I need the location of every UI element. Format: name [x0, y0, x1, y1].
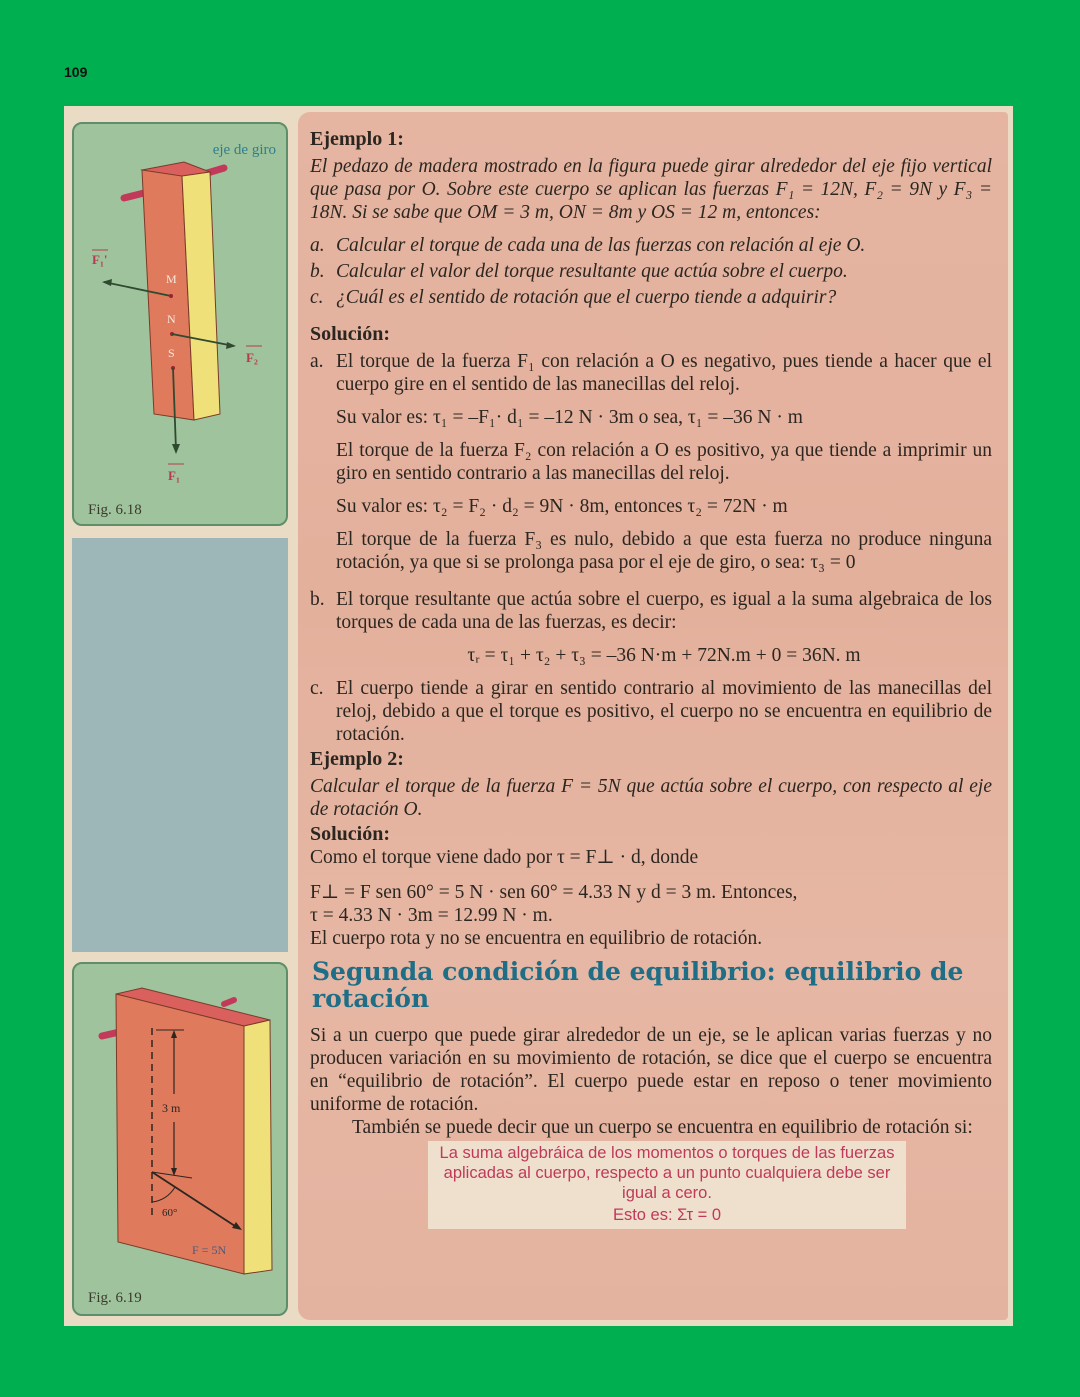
equilibrium-rule-text: La suma algebráica de los momentos o torques de las fuerzas aplicadas al cuerpo, respecto a un punto cualquiera debe ser igual a cero. [439, 1144, 895, 1202]
equilibrium-rule-box [428, 1141, 906, 1229]
svg-text:S: S [168, 346, 175, 360]
solution-1-title: Solución: [310, 323, 391, 345]
section-title: Segunda condición de equilibrio: equilibrio de rotación [312, 957, 964, 1013]
example-1-title: Ejemplo 1: [310, 128, 404, 150]
svg-text:M: M [166, 272, 177, 286]
distance-label: 3 m [162, 1101, 181, 1115]
solution-2-line-4: El cuerpo rota y no se encuentra en equilibrio de rotación. [310, 928, 763, 949]
decorative-panel [72, 538, 288, 952]
torque-1-value: Su valor es: τ₁ = –F₁· d₁ = –12 N · 3m o sea, τ₁ = –36 N · m [336, 407, 803, 428]
svg-text:F₂: F₂ [246, 350, 258, 365]
svg-text:F₁': F₁' [92, 252, 108, 267]
wood-block-diagram [74, 124, 290, 528]
svg-text:N: N [167, 312, 176, 326]
section-paragraph-2: También se puede decir que un cuerpo se encuentra en equilibrio de rotación si: [352, 1117, 973, 1138]
solution-c: c. El cuerpo tiende a girar en sentido contrario al movimiento de las manecillas del reloj, debido a que el torque es positivo, el cuerpo no se encuentra en equilibrio de rotación. [310, 678, 992, 745]
page-number: 109 [64, 64, 88, 80]
solution-2-line-1: Como el torque viene dado por τ = F⊥ · d, donde [310, 847, 699, 868]
solution-2-line-3: τ = 4.33 N · 3m = 12.99 N · m. [310, 905, 553, 926]
figure-6-18 [72, 122, 288, 526]
solution-2-title: Solución: [310, 823, 391, 845]
question-b: b. Calcular el valor del torque resultante que actúa sobre el cuerpo. [310, 261, 848, 282]
torque-3-text: El torque de la fuerza F₃ es nulo, debido a que esta fuerza no produce ninguna rotación, ya que si se prolonga pasa por el eje de giro, o sea: τ₃ = 0 [336, 529, 992, 573]
figure-6-19 [72, 962, 288, 1316]
svg-text:F₁: F₁ [168, 468, 180, 483]
question-c: c. ¿Cuál es el sentido de rotación que el cuerpo tiende a adquirir? [310, 287, 837, 308]
solution-b: b. El torque resultante que actúa sobre el cuerpo, es igual a la suma algebraica de los torques de cada una de las fuerzas, es decir: [310, 589, 992, 633]
textbook-page [64, 106, 1013, 1326]
torque-2-value: Su valor es: τ₂ = F₂ · d₂ = 9N · 8m, entonces τ₂ = 72N · m [336, 496, 788, 517]
angle-label: 60° [162, 1207, 178, 1219]
force-label: F = 5N [192, 1243, 227, 1257]
solution-2-line-2: F⊥ = F sen 60° = 5 N · sen 60° = 4.33 N y d = 3 m. Entonces, [310, 882, 798, 903]
torque-2-text: El torque de la fuerza F₂ con relación a O es positivo, ya que tiende a imprimir un giro en sentido contrario a las manecillas del reloj. [336, 440, 992, 484]
figure-caption: Fig. 6.19 [88, 1290, 142, 1306]
solution-a: a. El torque de la fuerza F₁ con relación a O es negativo, pues tiende a hacer que el cuerpo gire en el sentido de las manecillas del reloj. [310, 351, 992, 395]
page-content [310, 128, 992, 1229]
axis-label: eje de giro [212, 142, 276, 158]
equilibrium-formula: Esto es: Στ = 0 [612, 1206, 722, 1224]
example-2-statement: Calcular el torque de la fuerza F = 5N que actúa sobre el cuerpo, con respecto al eje de rotación O. [310, 776, 992, 820]
question-a: a. Calcular el torque de cada una de las fuerzas con relación al eje O. [310, 235, 866, 256]
wood-board-diagram [74, 964, 290, 1318]
example-1-questions [310, 234, 992, 309]
section-paragraph-1: Si a un cuerpo que puede girar alrededor de un eje, se le aplican varias fuerzas y no producen variación en su movimiento de rotación, se dice que el cuerpo se encuentra en “equilibrio de rotación”. El cuerpo puede estar en reposo o tener movimiento uniforme de rotación. [310, 1025, 992, 1115]
resultant-torque-formula: τᵣ = τ₁ + τ₂ + τ₃ = –36 N·m + 72N.m + 0 = 36N. m [467, 645, 861, 666]
example-1-statement: El pedazo de madera mostrado en la figura puede girar alrededor del eje fijo vertical que pasa por O. Sobre este cuerpo se aplican las fuerzas F₁ = 12N, F₂ = 9N y F₃ = 18N. Si se sabe que OM = 3 m, ON = 8m y OS = 12 m, entonces: [310, 156, 992, 223]
example-2-title: Ejemplo 2: [310, 748, 404, 770]
figure-caption: Fig. 6.18 [88, 502, 142, 518]
